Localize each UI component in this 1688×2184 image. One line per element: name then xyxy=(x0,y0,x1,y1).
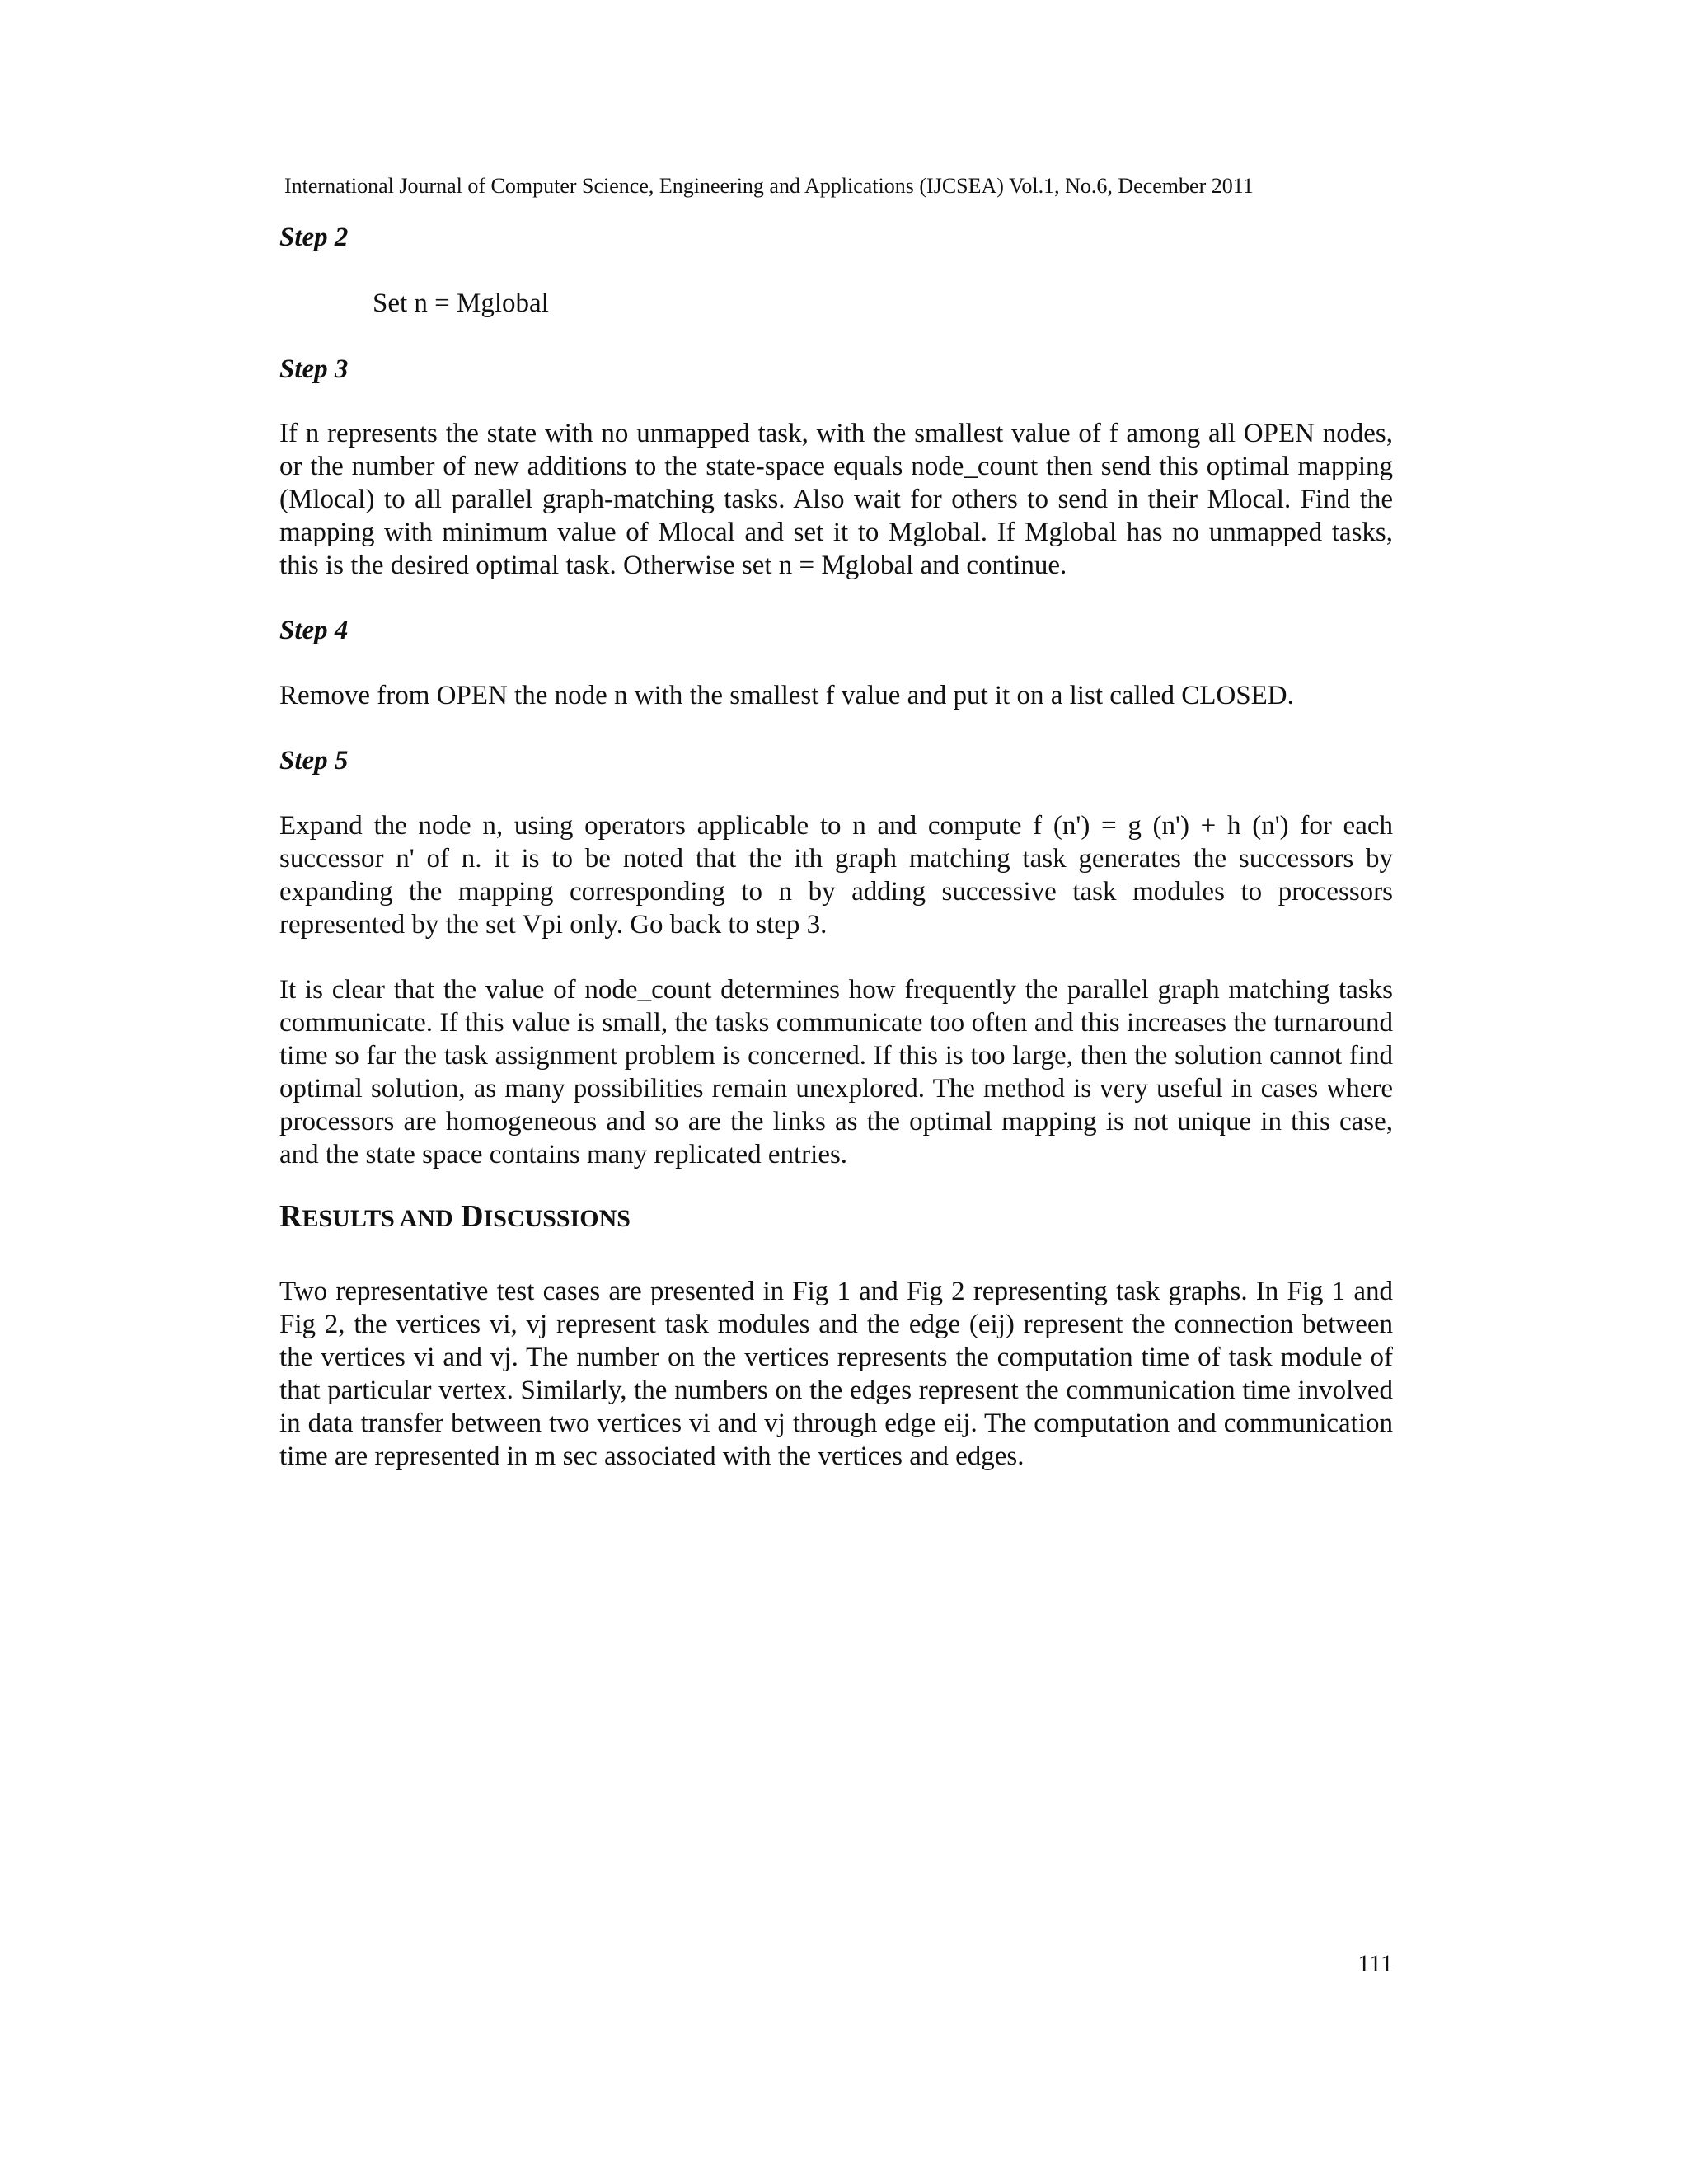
step-2-body: Set n = Mglobal xyxy=(373,288,549,318)
step-4-heading: Step 4 xyxy=(279,616,349,645)
step-5-body: Expand the node n, using operators applicable to n and compute f (n') = g (n') + h (n') for each successor n' of n. it is to be noted that the ith graph matching task generates the successors by expanding the mapping corresponding to n by adding successive task modules to processors represented by the set Vpi only. Go back to step 3. xyxy=(279,811,1393,940)
section-heading-cap-2: D xyxy=(461,1199,484,1234)
step-2-heading: Step 2 xyxy=(279,223,349,252)
results-paragraph: Two representative test cases are presented in Fig 1 and Fig 2 representing task graphs. In Fig 1 and Fig 2, the vertices vi, vj represent task modules and the edge (eij) represent the connection between the vertices vi and vj. The number on the vertices represents the computation time of task module of that particular vertex. Similarly, the numbers on the edges represent the communication time involved in data transfer between two vertices vi and vj through edge eij. The computation and communication time are represented in m sec associated with the vertices and edges. xyxy=(279,1277,1393,1471)
section-heading-rest-2: ISCUSSIONS xyxy=(483,1205,631,1232)
node-count-paragraph: It is clear that the value of node_count determines how frequently the parallel graph matching tasks communicate. If this value is small, the tasks communicate too often and this increases the turnaround time so far the task assignment problem is concerned. If this is too large, then the solution cannot find optimal solution, as many possibilities remain unexplored. The method is very useful in cases where processors are homogeneous and so are the links as the optimal mapping is not unique in this case, and the state space contains many replicated entries. xyxy=(279,975,1393,1169)
running-header: International Journal of Computer Science, Engineering and Applications (IJCSEA) Vol.1, No.6, December 2011 xyxy=(284,174,1254,198)
page-number: 111 xyxy=(1357,1950,1393,1977)
step-3-heading: Step 3 xyxy=(279,354,349,384)
step-4-body: Remove from OPEN the node n with the smallest f value and put it on a list called CLOSED. xyxy=(279,681,1294,710)
section-heading-rest-1: ESULTS AND xyxy=(302,1205,453,1232)
step-5-heading: Step 5 xyxy=(279,746,349,776)
section-heading-results xyxy=(279,1197,631,1238)
step-3-body: If n represents the state with no unmapped task, with the smallest value of f among all OPEN nodes, or the number of new additions to the state-space equals node_count then send this optimal mapping (Mlocal) to all parallel graph-matching tasks. Also wait for others to send in their Mlocal. Find the mapping with minimum value of Mlocal and set it to Mglobal. If Mglobal has no unmapped tasks, this is the desired optimal task. Otherwise set n = Mglobal and continue. xyxy=(279,419,1393,580)
section-heading-cap-1: R xyxy=(279,1199,302,1234)
